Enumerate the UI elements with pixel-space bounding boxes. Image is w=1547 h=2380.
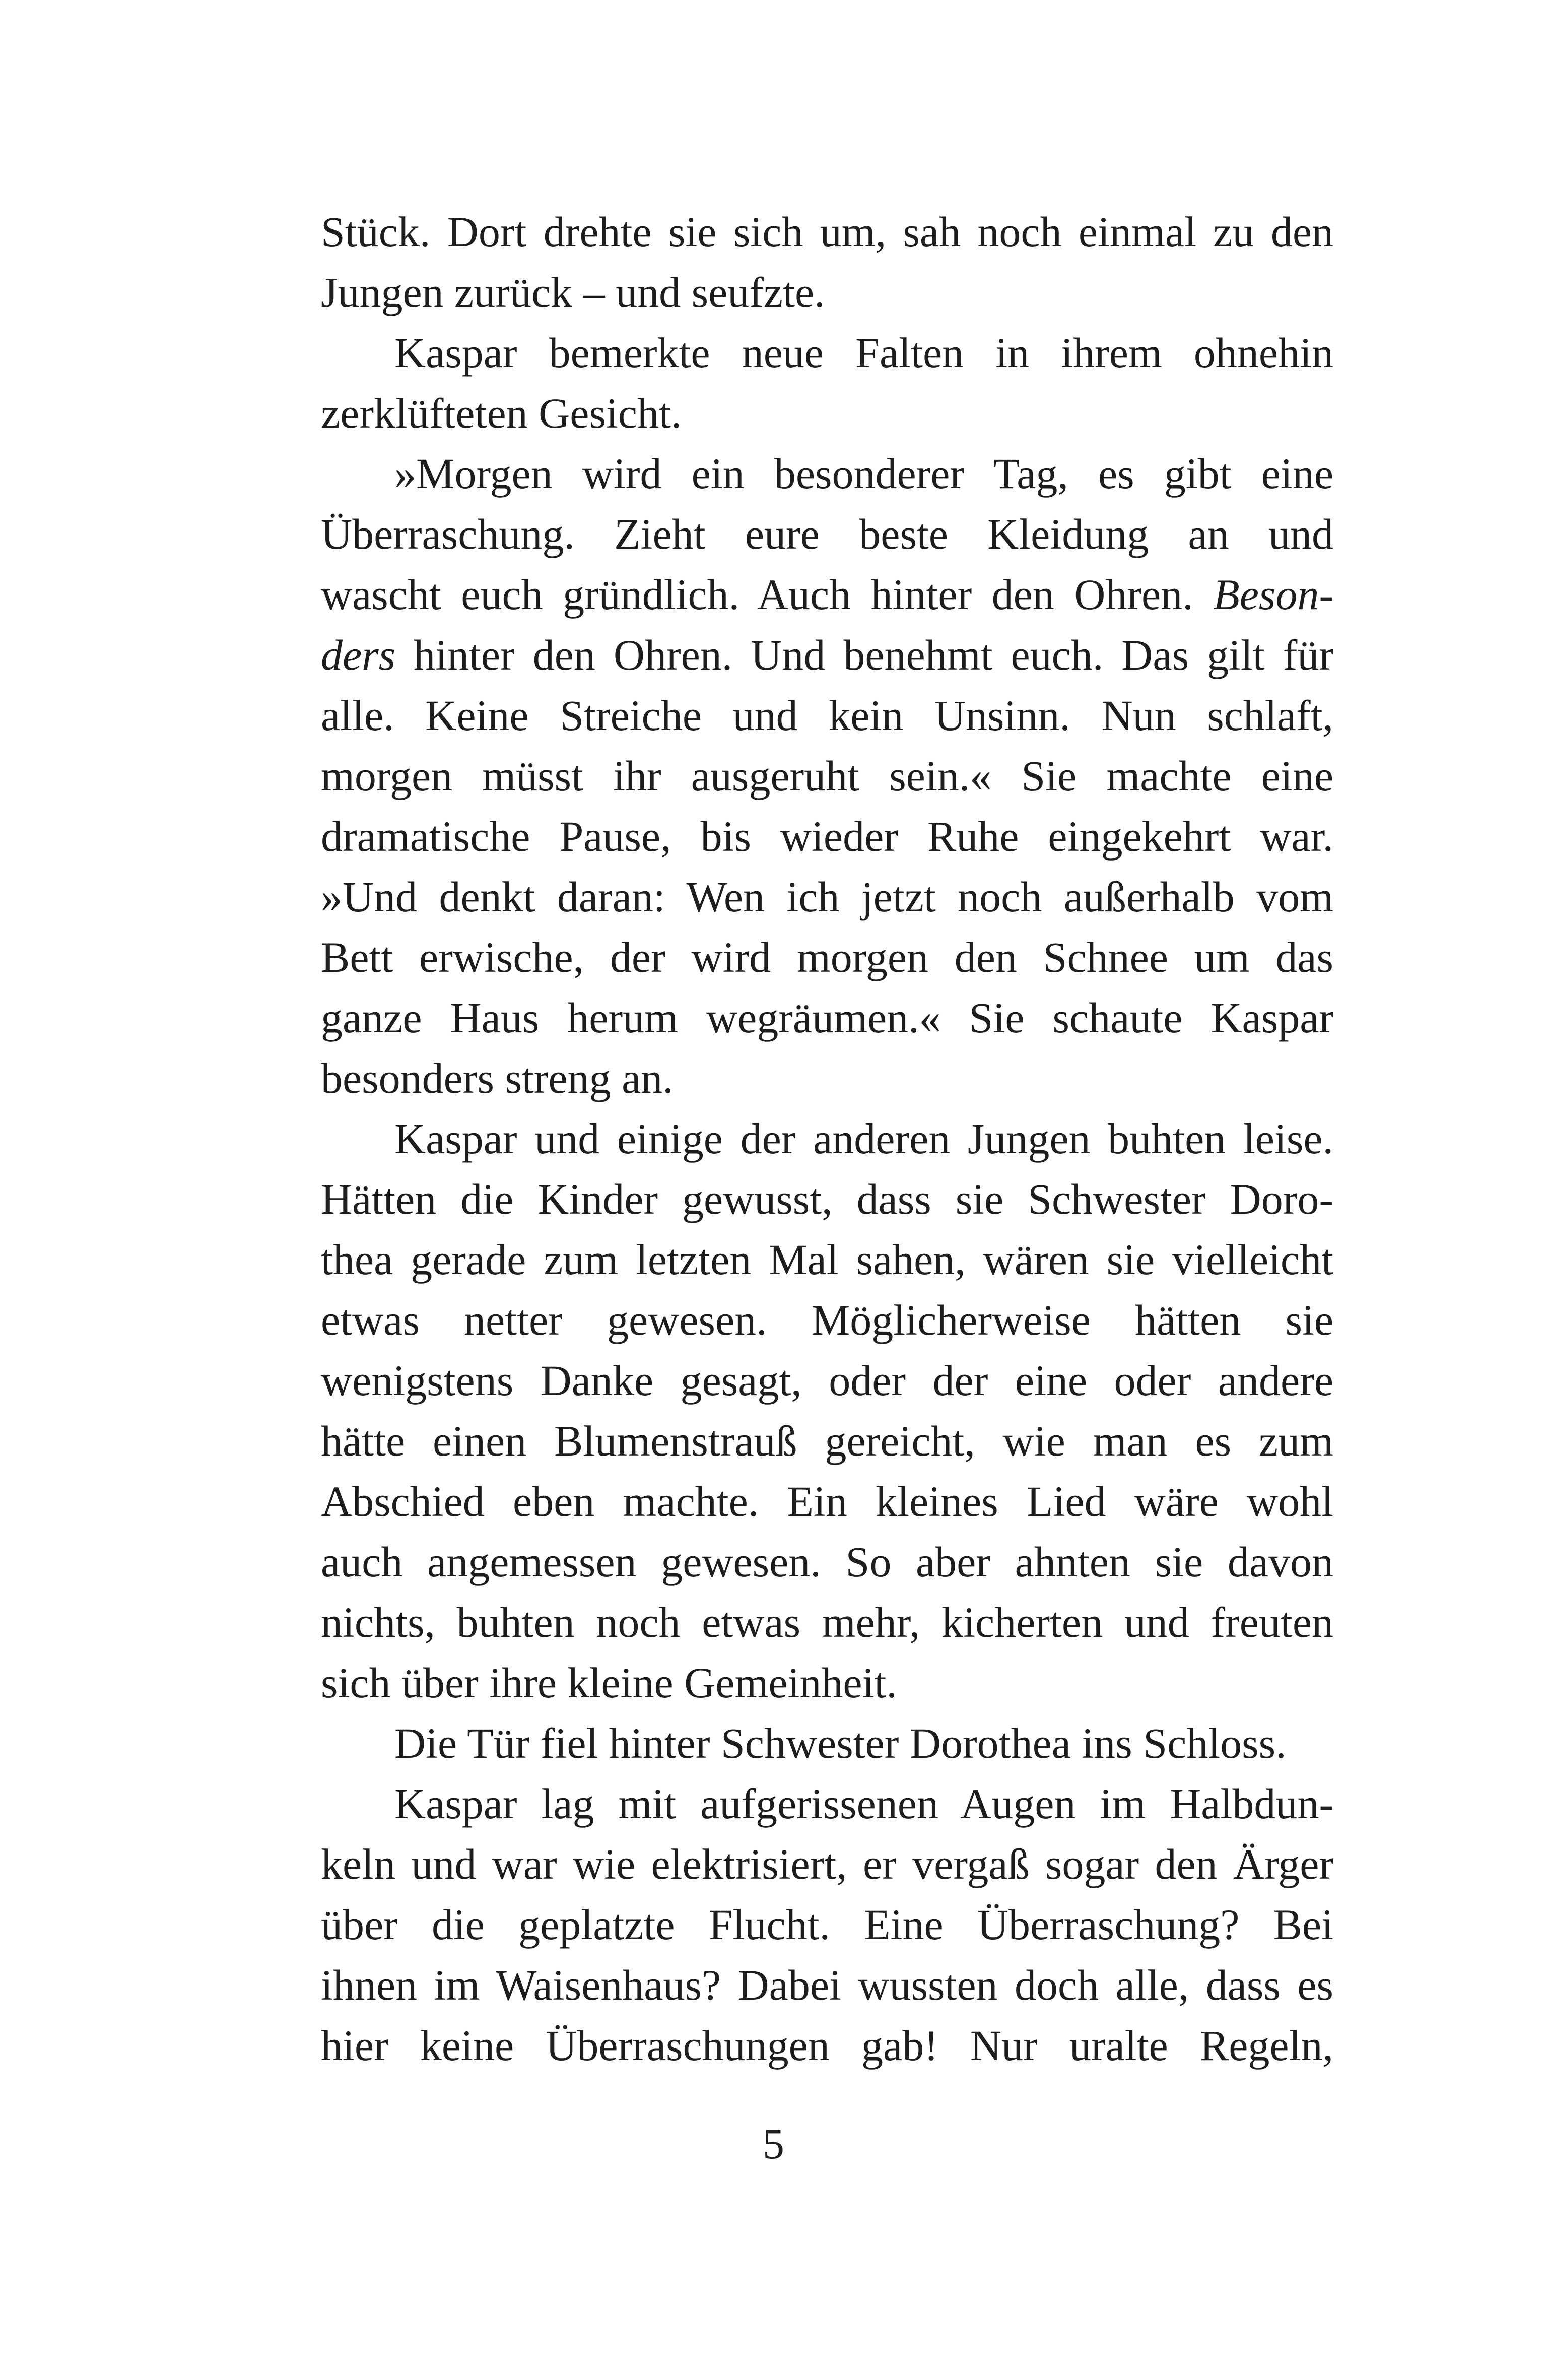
text-line: auch angemessen gewesen. So aber ahnten sie davon: [321, 1538, 1333, 1586]
text-fragment: hinter den Ohren. Und benehmt euch. Das gilt für: [395, 631, 1333, 679]
text-line: Abschied eben machte. Ein kleines Lied wäre wohl: [321, 1477, 1333, 1526]
text-line: ihnen im Waisenhaus? Dabei wussten doch alle, dass es: [321, 1961, 1333, 2009]
text-line: Kaspar und einige der anderen Jungen buhten leise.: [394, 1114, 1333, 1163]
text-line: »Morgen wird ein besonderer Tag, es gibt eine: [394, 449, 1333, 498]
text-line: thea gerade zum letzten Mal sahen, wären sie vielleicht: [321, 1235, 1333, 1284]
body-text: [321, 202, 1333, 2076]
text-line: [321, 625, 1333, 685]
text-line: nichts, buhten noch etwas mehr, kicherten und freuten: [321, 1598, 1333, 1646]
text-line: Bett erwische, der wird morgen den Schnee um das: [321, 933, 1333, 981]
text-line: Überraschung. Zieht eure beste Kleidung an und: [321, 510, 1333, 558]
text-line: Kaspar lag mit aufgerissenen Augen im Halbdun-: [394, 1779, 1333, 1828]
text-line: sich über ihre kleine Gemeinheit.: [321, 1659, 897, 1707]
italic-fragment: ders: [321, 631, 396, 679]
text-line: besonders streng an.: [321, 1054, 674, 1102]
text-line: hier keine Überraschungen gab! Nur uralte Regeln,: [321, 2021, 1333, 2070]
text-line: alle. Keine Streiche und kein Unsinn. Nun schlaft,: [321, 691, 1333, 740]
page-number: 5: [763, 2120, 784, 2168]
text-line: Die Tür fiel hinter Schwester Dorothea ins Schloss.: [394, 1719, 1287, 1767]
text-line: hätte einen Blumenstrauß gereicht, wie man es zum: [321, 1417, 1333, 1465]
text-line: morgen müsst ihr ausgeruht sein.« Sie machte eine: [321, 752, 1333, 800]
text-line: Kaspar bemerkte neue Falten in ihrem ohnehin: [394, 328, 1333, 377]
text-line: Stück. Dort drehte sie sich um, sah noch einmal zu den: [321, 208, 1333, 256]
text-fragment: wascht euch gründlich. Auch hinter den Ohren.: [321, 570, 1214, 619]
text-line: [321, 564, 1333, 625]
text-line: Jungen zurück – und seufzte.: [321, 268, 825, 316]
text-line: wenigstens Danke gesagt, oder der eine oder andere: [321, 1356, 1333, 1405]
text-line: keln und war wie elektrisiert, er vergaß sogar den Ärger: [321, 1840, 1333, 1888]
text-line: über die geplatzte Flucht. Eine Überraschung? Bei: [321, 1900, 1333, 1949]
italic-fragment: Beson-: [1213, 570, 1333, 619]
text-line: etwas netter gewesen. Möglicherweise hätten sie: [321, 1296, 1333, 1344]
text-line: ganze Haus herum wegräumen.« Sie schaute Kaspar: [321, 994, 1333, 1042]
text-line: zerklüfteten Gesicht.: [321, 389, 682, 437]
text-line: Hätten die Kinder gewusst, dass sie Schwester Doro-: [321, 1175, 1333, 1223]
text-line: »Und denkt daran: Wen ich jetzt noch außerhalb vom: [321, 873, 1333, 921]
text-line: dramatische Pause, bis wieder Ruhe eingekehrt war.: [321, 812, 1333, 861]
